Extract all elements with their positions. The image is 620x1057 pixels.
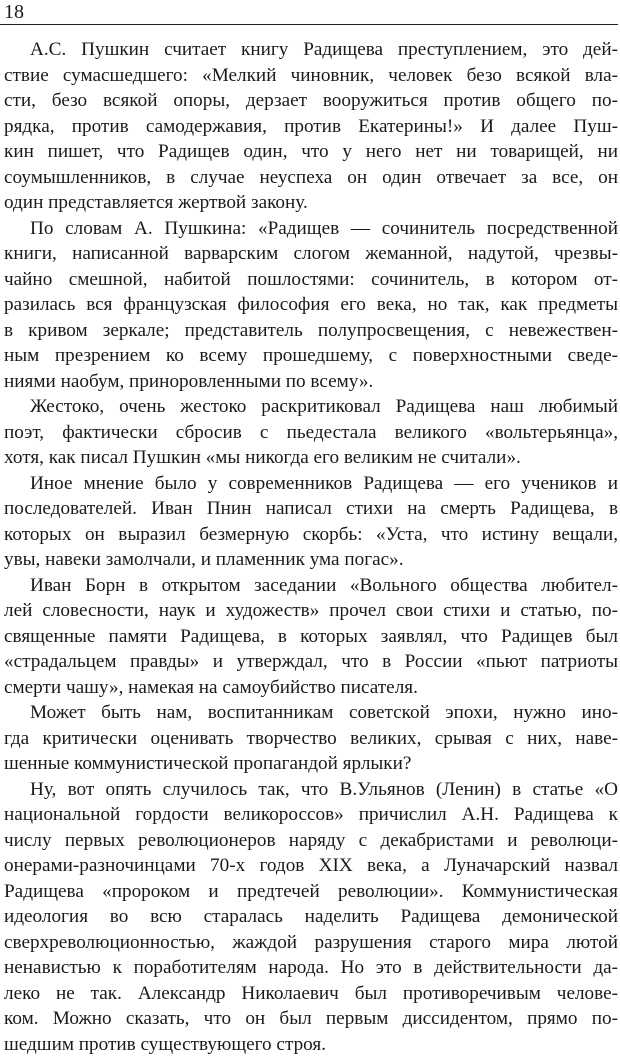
text-line: ком. Можно сказать, что он был первым диссидентом, прямо по-: [4, 1006, 618, 1032]
text-line: онерами-разночинцами 70-х годов XIX века, а Луначарский назвал: [4, 853, 618, 879]
text-line: последователей. Иван Пнин написал стихи на смерть Радищева, в: [4, 496, 618, 522]
text-line: кин пишет, что Радищев один, что у него нет ни товарищей, ни: [4, 139, 618, 165]
text-line: разилась вся французская философия его века, но так, как предметы: [4, 292, 618, 318]
paragraph: [4, 700, 618, 777]
body-text: [4, 37, 618, 1057]
text-line: хотя, как писал Пушкин «мы никогда его великим не считали».: [4, 445, 618, 471]
text-line: смерти чашу», намекая на самоубийство писателя.: [4, 675, 618, 701]
text-line: ствие сумасшедшего: «Мелкий чиновник, человек безо всякой вла-: [4, 63, 618, 89]
paragraph: [4, 37, 618, 216]
paragraph: [4, 394, 618, 471]
text-line: которых он выразил безмерную скорбь: «Уста, что истину вещали,: [4, 522, 618, 548]
text-line: ненавистью к поработителям народа. Но это в действительности да-: [4, 955, 618, 981]
text-line: поэт, фактически сбросив с пьедестала великого «вольтерьянца»,: [4, 420, 618, 446]
text-line: соумышленников, в случае неуспеха он один отвечает за все, он: [4, 165, 618, 191]
paragraph: [4, 573, 618, 701]
text-line: чайно смешной, набитой пошлостями: сочинитель, в котором от-: [4, 267, 618, 293]
paragraph: [4, 777, 618, 1057]
text-line: «страдальцем правды» и утверждал, что в России «пьют патриоты: [4, 649, 618, 675]
text-line: леко не так. Александр Николаевич был противоречивым челове-: [4, 981, 618, 1007]
text-line: Иное мнение было у современников Радищева — его учеников и: [4, 471, 618, 497]
text-line: Ну, вот опять случилось так, что В.Ульянов (Ленин) в статье «О: [4, 777, 618, 803]
text-line: гда критически оценивать творчество великих, срывая с них, наве-: [4, 726, 618, 752]
text-line: один представляется жертвой закону.: [4, 190, 618, 216]
text-line: сверхреволюционностью, жаждой разрушения старого мира лютой: [4, 930, 618, 956]
text-line: Может быть нам, воспитанникам советской эпохи, нужно ино-: [4, 700, 618, 726]
text-line: рядка, против самодержавия, против Екатерины!» И далее Пуш-: [4, 114, 618, 140]
text-line: Жестоко, очень жестоко раскритиковал Радищева наш любимый: [4, 394, 618, 420]
paragraph: [4, 471, 618, 573]
text-line: По словам А. Пушкина: «Радищев — сочинитель посредственной: [4, 216, 618, 242]
paragraph: [4, 216, 618, 395]
text-line: священные памяти Радищева, в которых заявлял, что Радищев был: [4, 624, 618, 650]
header-rule: [0, 24, 618, 25]
text-line: шедшим против существующего строя.: [4, 1032, 618, 1057]
text-line: сти, безо всякой опоры, дерзает вооружиться против общего по-: [4, 88, 618, 114]
text-line: Радищева «пророком и предтечей революции». Коммунистическая: [4, 879, 618, 905]
text-line: Иван Борн в открытом заседании «Вольного общества любител-: [4, 573, 618, 599]
text-line: книги, написанной варварским слогом жеманной, надутой, чрезвы-: [4, 241, 618, 267]
text-line: числу первых революционеров наряду с декабристами и революци-: [4, 828, 618, 854]
text-line: национальной гордости великороссов» причислил А.Н. Радищева к: [4, 802, 618, 828]
text-line: А.С. Пушкин считает книгу Радищева преступлением, это дей-: [4, 37, 618, 63]
text-line: ниями наобум, приноровленными по всему».: [4, 369, 618, 395]
text-line: ным презрением ко всему прошедшему, с поверхностными сведе-: [4, 343, 618, 369]
text-line: шенные коммунистической пропагандой ярлыки?: [4, 751, 618, 777]
text-line: в кривом зеркале; представитель полупросвещения, с невежествен-: [4, 318, 618, 344]
text-line: лей словесности, наук и художеств» прочел свои стихи и статью, по-: [4, 598, 618, 624]
page-number: 18: [4, 1, 24, 23]
text-line: идеология во всю старалась наделить Радищева демонической: [4, 904, 618, 930]
text-line: увы, навеки замолчали, и пламенник ума погас».: [4, 547, 618, 573]
